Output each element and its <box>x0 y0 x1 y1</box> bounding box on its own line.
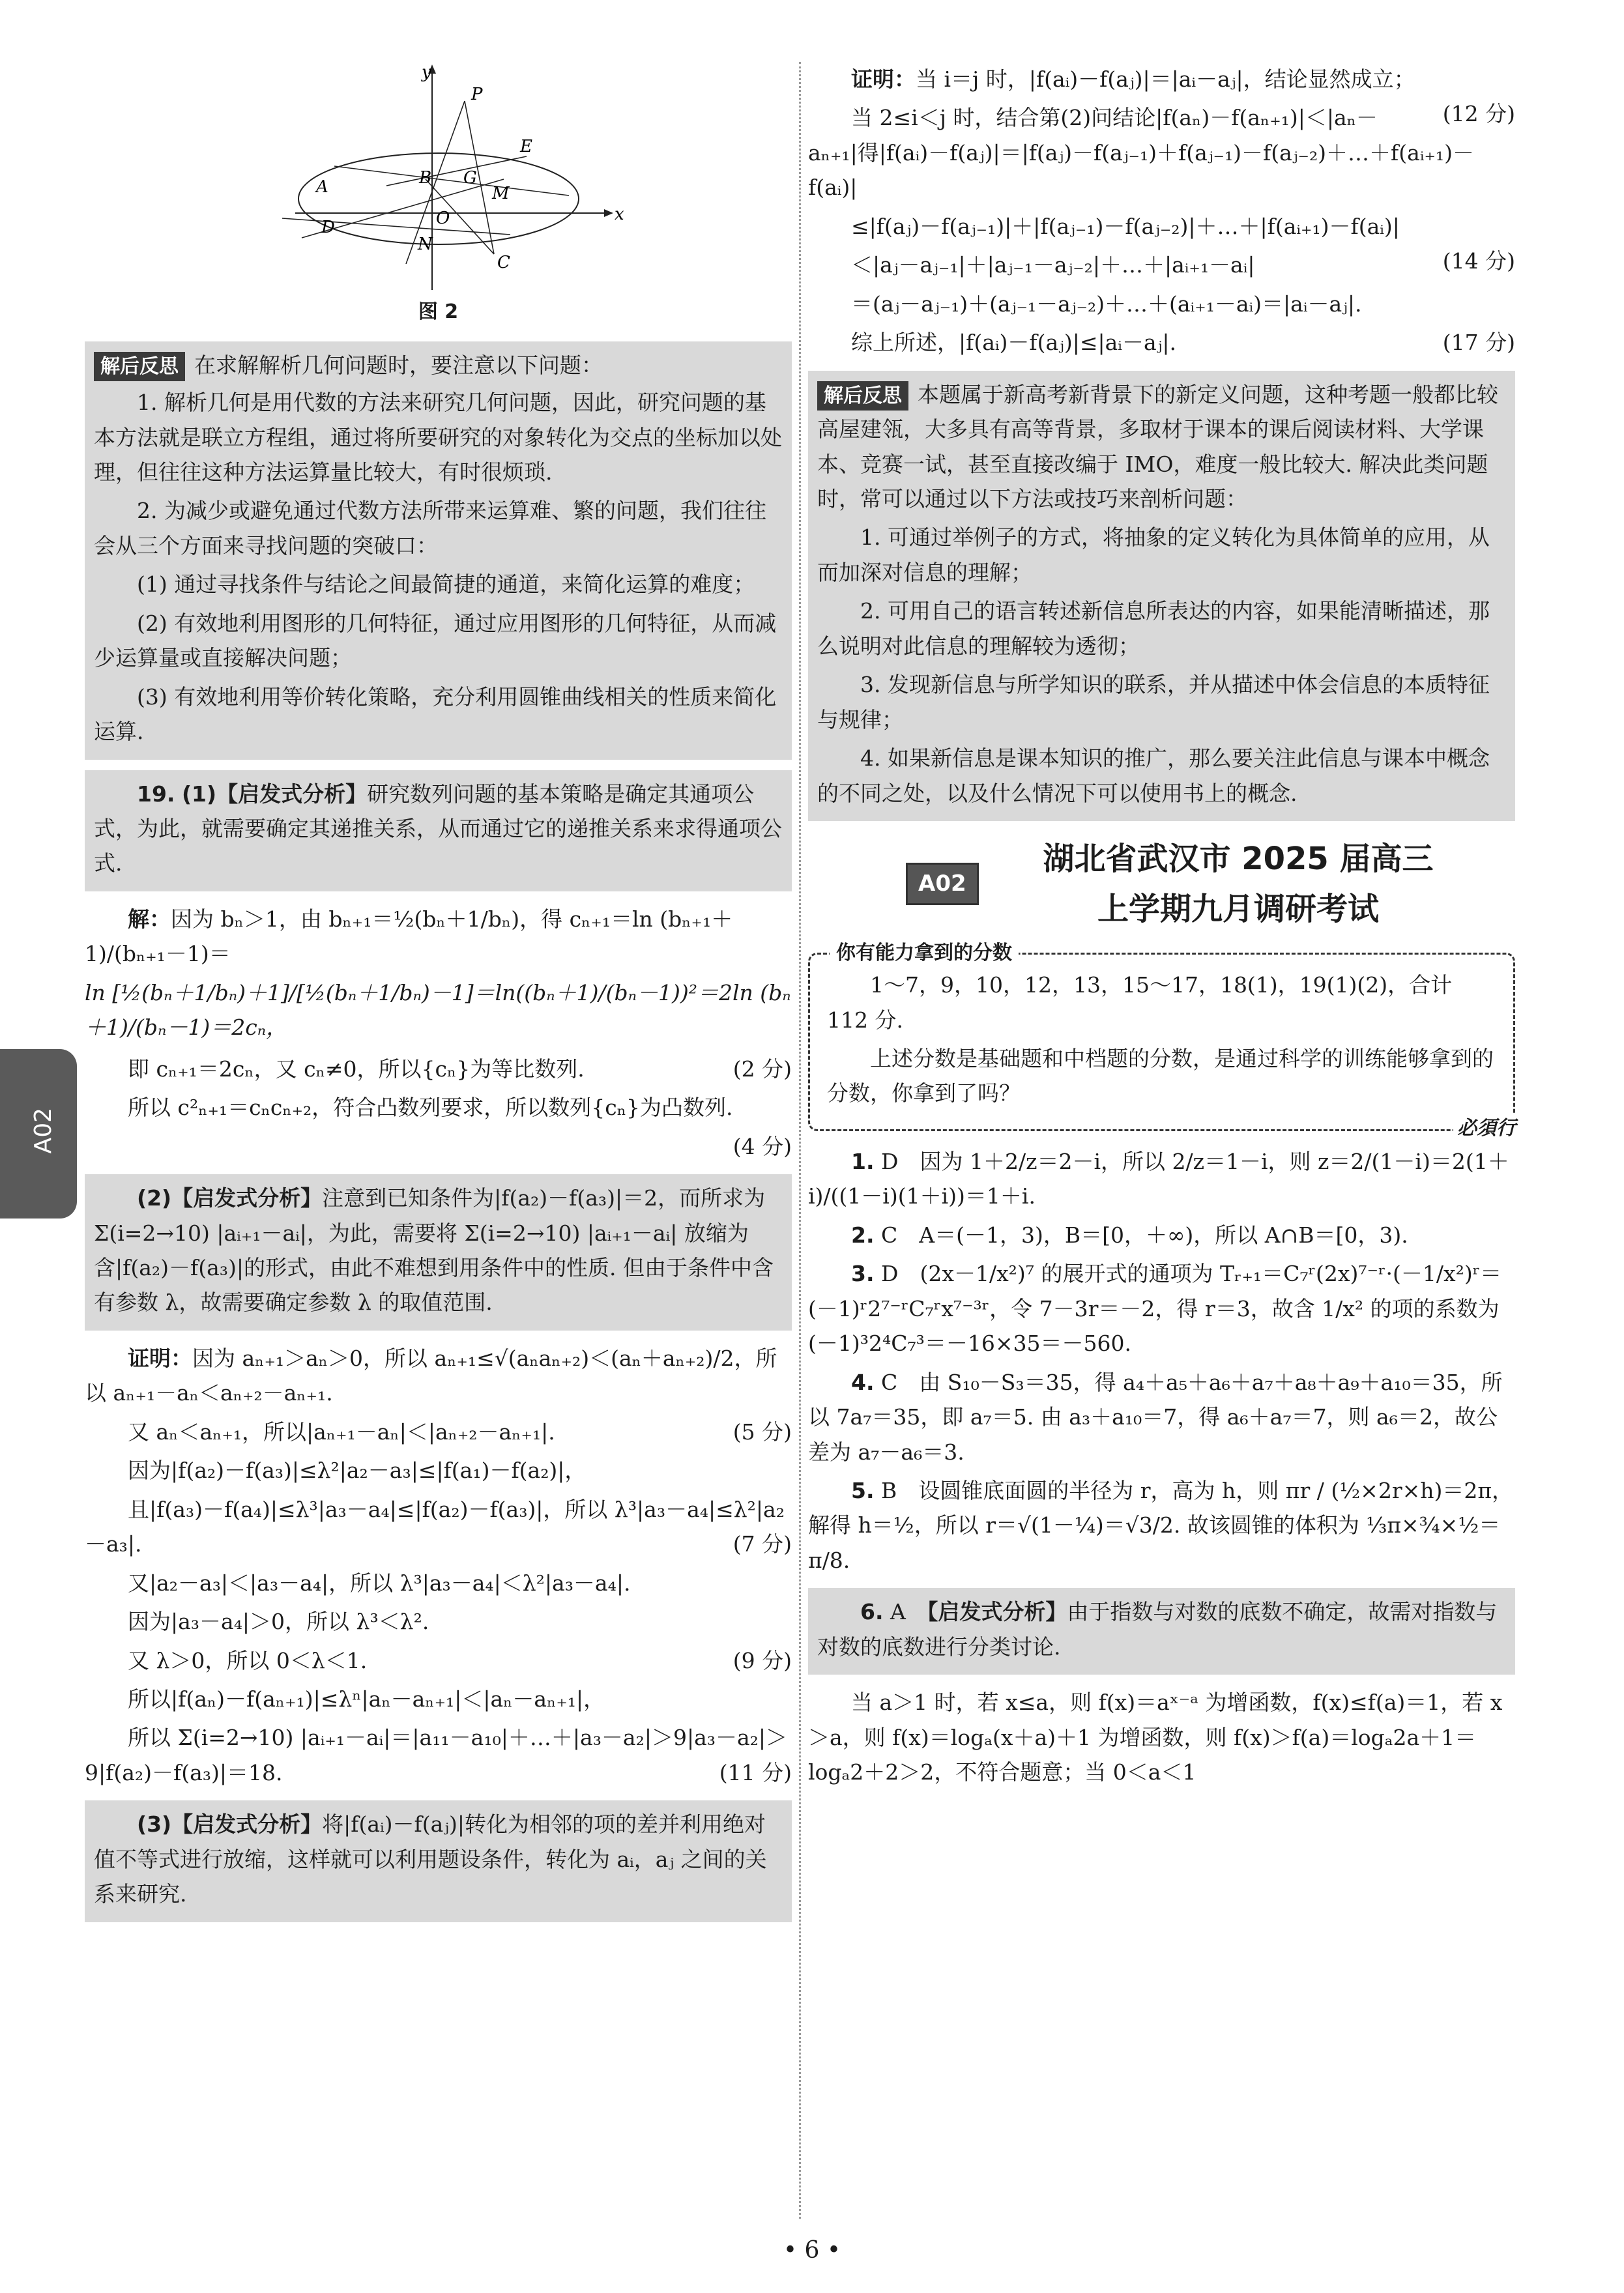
answer-list <box>808 1144 1515 1578</box>
answer-key: D <box>881 1148 899 1174</box>
solution-line: 所以 c²ₙ₊₁＝cₙcₙ₊₂，符合凸数列要求，所以数列{cₙ}为凸数列. <box>128 1095 733 1121</box>
answer-key: C <box>881 1222 898 1248</box>
answer-key: A <box>890 1599 906 1625</box>
score-mark: (11 分) <box>719 1759 792 1785</box>
score-box-line: 1～7，9，10，12，13，15～17，18(1)，19(1)(2)，合计 112 分. <box>827 972 1453 1033</box>
score-mark: (2 分) <box>732 1056 792 1082</box>
solution-line: 即 cₙ₊₁＝2cₙ，又 cₙ≠0，所以{cₙ}为等比数列. <box>128 1056 585 1082</box>
score-box-line: 上述分数是基础题和中档题的分数，是通过科学的训练能够拿到的分数，你拿到了吗？ <box>827 1045 1494 1106</box>
reflection-tag: 解后反思 <box>94 352 185 381</box>
proof-lead: 证明： <box>851 66 916 92</box>
score-box-stamp: 必須行 <box>1453 1113 1520 1145</box>
solution-lead: 解： <box>128 906 171 932</box>
proof-line: 所以|f(aₙ)－f(aₙ₊₁)|≤λⁿ|aₙ－aₙ₊₁|＜|aₙ－aₙ₊₁|， <box>128 1686 605 1712</box>
reflection-para: 1. 可通过举例子的方式，将抽象的定义转化为具体简单的应用，从而加深对信息的理解； <box>817 525 1490 585</box>
reflection-para: 1. 解析几何是用代数的方法来研究几何问题，因此，研究问题的基本方法就是联立方程组，通过将所要研究的对象转化为交点的坐标加以处理，但往往这种方法运算量比较大，有时很烦琐. <box>94 390 782 485</box>
reflection-para: 2. 为减少或避免通过代数方法所带来运算难、繁的问题，我们往往会从三个方面来寻找问题的突破口： <box>94 498 766 558</box>
question-number: 6. <box>860 1599 884 1625</box>
reflection-para: 2. 可用自己的语言转述新信息所表达的内容，如果能清晰描述，那么说明对此信息的理解较为透彻； <box>817 598 1490 659</box>
fig-label-g: G <box>463 168 477 188</box>
proof-lead: 证明： <box>128 1345 192 1371</box>
right-column <box>808 62 1515 1794</box>
proof-line: 又|a₂－a₃|＜|a₃－a₄|，所以 λ³|a₃－a₄|＜λ²|a₃－a₄|. <box>128 1570 631 1596</box>
score-mark: (12 分) <box>1442 101 1515 127</box>
reflection-para: (2) 有效地利用图形的几何特征，通过应用图形的几何特征，从而减少运算量或直接解决问题； <box>94 610 777 671</box>
proof-line: 综上所述，|f(aᵢ)－f(aⱼ)|≤|aᵢ－aⱼ|. <box>851 330 1176 356</box>
analysis-text: 研究数列问题的基本策略是确定其通项公式，为此，就需要确定其递推关系，从而通过它的递推关系来求得通项公式. <box>94 781 782 876</box>
proof-line: 当 i＝j 时，|f(aᵢ)－f(aⱼ)|＝|aᵢ－aⱼ|，结论显然成立； <box>916 66 1415 92</box>
proof-line: 且|f(a₃)－f(a₄)|≤λ³|a₃－a₄|≤|f(a₂)－f(a₃)|，所以 λ³|a₃－a₄|≤λ²|a₂－a₃|. <box>85 1496 785 1557</box>
answer-number: 3. <box>851 1261 875 1287</box>
answer-number: 2. <box>851 1222 875 1248</box>
q19-analysis-1 <box>85 770 792 891</box>
exam-badge: A02 <box>906 863 979 905</box>
side-tab <box>0 1049 77 1219</box>
score-mark: (7 分) <box>732 1531 792 1557</box>
proof-line: 又 λ＞0，所以 0＜λ＜1. <box>128 1647 368 1673</box>
figure-caption: 图 2 <box>418 300 459 323</box>
solution-line: 因为 bₙ＞1，由 bₙ₊₁＝½(bₙ＋1/bₙ)，得 cₙ₊₁＝ln (bₙ₊₁＋1)/(bₙ₊₁－1)＝ <box>85 906 733 967</box>
analysis-text: 将|f(aᵢ)－f(aⱼ)|转化为相邻的项的差并利用绝对值不等式进行放缩，这样就可以利用题设条件，转化为 aᵢ，aⱼ 之间的关系来研究. <box>94 1811 767 1907</box>
fig-label-b: B <box>418 168 431 188</box>
answer-item <box>808 1473 1515 1578</box>
fig-label-m: M <box>491 184 510 203</box>
answer-key: D <box>881 1261 899 1287</box>
score-mark: (4 分) <box>732 1133 792 1159</box>
answer-item <box>808 1365 1515 1469</box>
exam-title-line: 上学期九月调研考试 <box>1097 890 1379 927</box>
answer-item <box>808 1218 1515 1252</box>
reflection-box-2 <box>808 371 1515 821</box>
answer-key: C <box>881 1369 898 1395</box>
answer-item <box>808 1144 1515 1214</box>
analysis-lead: (3)【启发式分析】 <box>137 1811 323 1838</box>
score-box-title: 你有能力拿到的分数 <box>830 938 1019 970</box>
score-mark: (5 分) <box>732 1419 792 1445</box>
q6-text: 当 a＞1 时，若 x≤a，则 f(x)＝aˣ⁻ᵃ 为增函数，f(x)≤f(a)＝1，若 x＞a，则 f(x)＝logₐ(x＋a)＋1 为增函数，则 f(x)＞f(a)＝logₐ2a＋1＝logₐ2＋2＞2，不符合题意；当 0＜a＜1 <box>808 1690 1503 1785</box>
answer-text: 因为 1＋2/z＝2－i，所以 2/z＝1－i，则 z＝2/(1－i)＝2(1＋i)/((1－i)(1＋i))＝1＋i. <box>808 1148 1509 1209</box>
analysis-text: 注意到已知条件为|f(a₂)－f(a₃)|＝2，而所求为 Σ(i=2→10) |aᵢ₊₁－aᵢ|，为此，需要将 Σ(i=2→10) |aᵢ₊₁－aᵢ| 放缩为含|f(a₂)－f(a₃)|的形式，由此不难想到用条件中的性质. 但由于条件中含有参数 λ，故需要确定参数 λ 的取值范围. <box>94 1185 774 1316</box>
score-mark: (14 分) <box>1442 248 1515 274</box>
analysis-lead: (2)【启发式分析】 <box>137 1185 323 1211</box>
fig-label-c: C <box>497 253 510 272</box>
q19-analysis-3 <box>85 1800 792 1922</box>
score-mark: (9 分) <box>732 1647 792 1673</box>
answer-text: A＝(－1，3)，B＝[0，＋∞)，所以 A∩B＝[0，3). <box>919 1222 1408 1248</box>
proof-line: ＝(aⱼ－aⱼ₋₁)＋(aⱼ₋₁－aⱼ₋₂)＋…＋(aᵢ₊₁－aᵢ)＝|aᵢ－aⱼ|. <box>851 291 1362 317</box>
analysis-lead: 【启发式分析】 <box>927 1599 1067 1625</box>
reflection-intro: 本题属于新高考新背景下的新定义问题，这种考题一般都比较高屋建瓴，大多具有高等背景，多取材于课本的课后阅读材料、大学课本、竞赛一试，甚至直接改编于 IMO，难度一般比较大. 解决此类问题时，常可以通过以下方法或技巧来剖析问题： <box>817 381 1498 512</box>
proof-line: 因为 aₙ₊₁＞aₙ＞0，所以 aₙ₊₁≤√(aₙaₙ₊₂)＜(aₙ＋aₙ₊₂)/2，所以 aₙ₊₁－aₙ＜aₙ₊₂－aₙ₊₁. <box>85 1345 777 1406</box>
exam-header <box>808 834 1515 945</box>
q19-proof-3 <box>808 62 1515 360</box>
answer-number: 4. <box>851 1369 875 1395</box>
answer-text: 设圆锥底面圆的半径为 r，高为 h，则 πr / (½×2r×h)＝2π，解得 h＝½，所以 r＝√(1－¼)＝√3/2. 故该圆锥的体积为 ⅓π×¾×½＝π/8. <box>808 1477 1514 1573</box>
reflection-intro: 在求解解析几何问题时，要注意以下问题： <box>194 352 603 378</box>
reflection-para: (1) 通过寻找条件与结论之间最简捷的通道，来简化运算的难度； <box>137 571 755 598</box>
reflection-tag: 解后反思 <box>817 381 908 411</box>
fig-label-d: D <box>321 218 335 237</box>
reflection-para: 4. 如果新信息是课本知识的推广，那么要关注此信息与课本中概念的不同之处，以及什么情况下可以使用书上的概念. <box>817 745 1490 806</box>
fig-label-x: x <box>614 205 624 224</box>
reflection-para: 3. 发现新信息与所学知识的联系，并从描述中体会信息的本质特征与规律； <box>817 672 1490 732</box>
ellipse-figure <box>256 62 624 296</box>
analysis-text: 由于指数与对数的底数不确定，故需对指数与对数的底数进行分类讨论. <box>817 1599 1498 1660</box>
exam-title-line: 湖北省武汉市 2025 届高三 <box>1043 841 1434 878</box>
page-number: • 6 • <box>783 2237 841 2264</box>
proof-line: ＜|aⱼ－aⱼ₋₁|＋|aⱼ₋₁－aⱼ₋₂|＋…＋|aᵢ₊₁－aᵢ| <box>851 252 1255 278</box>
reflection-box-1 <box>85 341 792 760</box>
proof-line: 因为|a₃－a₄|＞0，所以 λ³＜λ². <box>128 1609 429 1635</box>
q19-solution-1 <box>85 902 792 1164</box>
answer-text: 由 S₁₀－S₃＝35，得 a₄＋a₅＋a₆＋a₇＋a₈＋a₉＋a₁₀＝35，所以 7a₇＝35，即 a₇＝5. 由 a₃＋a₁₀＝7，得 a₆＋a₇＝7，则 a₆＝2，故公差为 a₇－a₆＝3. <box>808 1369 1503 1465</box>
fig-label-a: A <box>315 177 328 197</box>
answer-key: B <box>881 1477 897 1503</box>
answer-item <box>808 1256 1515 1361</box>
exam-title <box>1023 834 1453 934</box>
side-tab-label: A02 <box>30 1108 57 1154</box>
proof-line: ≤|f(aⱼ)－f(aⱼ₋₁)|＋|f(aⱼ₋₁)－f(aⱼ₋₂)|＋…＋|f(aᵢ₊₁)－f(aᵢ)| <box>851 213 1400 239</box>
question-number: 19. <box>137 781 175 807</box>
answer-number: 5. <box>851 1477 875 1503</box>
proof-line: 当 2≤i＜j 时，结合第(2)问结论|f(aₙ)－f(aₙ₊₁)|＜|aₙ－aₙ₊₁|得|f(aᵢ)－f(aⱼ)|＝|f(aⱼ)－f(aⱼ₋₁)＋f(aⱼ₋₁)－f(aⱼ₋₂)＋…＋f(aᵢ₊₁)－f(aᵢ)| <box>808 105 1474 201</box>
proof-line: 所以 Σ(i=2→10) |aᵢ₊₁－aᵢ|＝|a₁₁－a₁₀|＋…＋|a₃－a₂|＞9|a₃－a₂|＞9|f(a₂)－f(a₃)|＝18. <box>85 1725 787 1785</box>
q6-analysis <box>808 1588 1515 1675</box>
proof-line: 又 aₙ＜aₙ₊₁，所以|aₙ₊₁－aₙ|＜|aₙ₊₂－aₙ₊₁|. <box>128 1419 555 1445</box>
fig-label-p: P <box>471 85 482 104</box>
reflection-para: (3) 有效地利用等价转化策略，充分利用圆锥曲线相关的性质来简化运算. <box>94 684 777 745</box>
analysis-lead: (1)【启发式分析】 <box>181 781 368 807</box>
score-mark: (17 分) <box>1442 330 1515 356</box>
fig-label-y: y <box>421 63 431 82</box>
fig-label-o: O <box>435 209 450 228</box>
left-column <box>85 62 792 1933</box>
column-divider <box>799 62 801 2219</box>
score-box <box>808 942 1516 1140</box>
answer-text: (2x－1/x²)⁷ 的展开式的通项为 Tᵣ₊₁＝C₇ʳ(2x)⁷⁻ʳ·(－1/x²)ʳ＝(－1)ʳ2⁷⁻ʳC₇ʳx⁷⁻³ʳ，令 7－3r＝－2，得 r＝3，故含 1/x² 的项的系数为(－1)³2⁴C₇³＝－16×35＝－560. <box>808 1261 1502 1357</box>
answer-number: 1. <box>851 1148 875 1174</box>
proof-line: 因为|f(a₂)－f(a₃)|≤λ²|a₂－a₃|≤|f(a₁)－f(a₂)|， <box>128 1458 587 1484</box>
q19-proof-2 <box>85 1341 792 1790</box>
fig-label-n: N <box>417 235 433 254</box>
fig-label-e: E <box>519 137 532 156</box>
q19-analysis-2 <box>85 1174 792 1331</box>
solution-line: ln [½(bₙ＋1/bₙ)＋1]/[½(bₙ＋1/bₙ)－1]＝ln((bₙ＋1)/(bₙ－1))²＝2ln (bₙ＋1)/(bₙ－1)＝2cₙ， <box>85 979 791 1041</box>
